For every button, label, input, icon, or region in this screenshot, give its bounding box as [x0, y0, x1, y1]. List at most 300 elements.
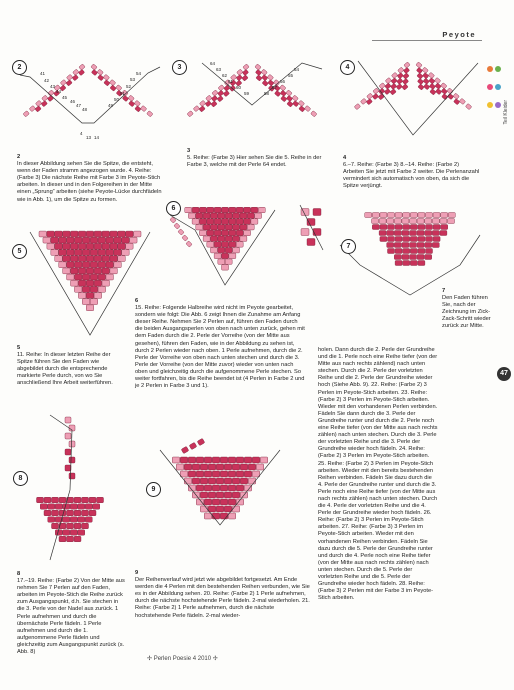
- dot: [495, 66, 501, 72]
- diagram-9: [140, 430, 300, 565]
- bead: [372, 219, 379, 224]
- bead: [217, 96, 223, 102]
- step-circle-7: 7: [341, 239, 356, 254]
- bead: [82, 286, 90, 292]
- bead: [71, 268, 79, 274]
- bead: [222, 253, 229, 258]
- bead: [207, 242, 214, 247]
- bead: [188, 471, 196, 477]
- bead: [417, 78, 423, 84]
- bead: [244, 457, 252, 463]
- bead: [48, 504, 55, 510]
- caption-9: [135, 570, 310, 620]
- bead-label: 58: [264, 91, 270, 96]
- bead: [67, 510, 74, 516]
- bead: [71, 231, 79, 237]
- bead: [240, 213, 247, 218]
- bead: [218, 224, 225, 229]
- bead: [174, 223, 180, 229]
- bead: [280, 85, 286, 91]
- step-circle-6: 6: [166, 201, 181, 216]
- page-header: [0, 0, 514, 40]
- bead: [385, 83, 391, 89]
- bead: [172, 457, 180, 463]
- bead: [78, 517, 85, 523]
- bead: [218, 247, 225, 252]
- bead: [423, 78, 429, 84]
- bead: [116, 85, 122, 91]
- bead: [425, 243, 432, 248]
- bead: [74, 497, 81, 503]
- bead: [128, 101, 134, 107]
- bead: [224, 464, 232, 470]
- bead: [94, 256, 102, 262]
- bead: [365, 213, 372, 218]
- bead: [71, 256, 79, 262]
- bead: [200, 506, 208, 512]
- bead: [102, 268, 110, 274]
- bead: [286, 90, 292, 96]
- bead: [192, 478, 200, 484]
- bead: [212, 471, 220, 477]
- bead: [207, 207, 214, 212]
- bead: [216, 506, 224, 512]
- bead: [59, 237, 67, 243]
- bead: [51, 237, 59, 243]
- bead: [225, 224, 232, 229]
- bead: [465, 103, 471, 109]
- bead: [236, 219, 243, 224]
- bead: [210, 213, 217, 218]
- bead: [85, 517, 92, 523]
- bead: [410, 219, 417, 224]
- caption-number: 2: [17, 154, 21, 160]
- bead: [82, 274, 90, 280]
- bead: [52, 523, 59, 529]
- bead: [85, 504, 92, 510]
- bead: [390, 89, 396, 95]
- bead: [236, 230, 243, 235]
- bead: [86, 280, 94, 286]
- bead: [380, 225, 387, 230]
- bead: [299, 106, 305, 112]
- caption-continued: [318, 347, 438, 602]
- bead: [65, 417, 71, 423]
- bead: [52, 510, 59, 516]
- bead: [89, 510, 96, 516]
- caption-text: 11. Reihe: In dieser letzten Reihe der Spitze führen Sie den Faden wie abgebildet durch die entsprechende markierte Perle durch, von wo Sie anschließend Ihre Arbeit weiterführen.: [17, 352, 113, 387]
- bead: [211, 101, 217, 107]
- bead: [59, 262, 67, 268]
- bead: [90, 286, 98, 292]
- bead: [251, 207, 258, 212]
- bead: [429, 83, 435, 89]
- bead: [74, 250, 82, 256]
- bead: [372, 225, 379, 230]
- bead: [214, 219, 221, 224]
- caption-number: 3: [187, 148, 191, 154]
- bead: [182, 235, 188, 241]
- bead: [304, 105, 310, 111]
- bead: [251, 219, 258, 224]
- bead: [360, 98, 366, 104]
- bead: [422, 67, 428, 73]
- bead: [216, 478, 224, 484]
- bead: [453, 93, 459, 99]
- footer-text: Perlen Poesie 4 2010: [153, 656, 212, 662]
- bead: [114, 250, 122, 256]
- bead-label: 57: [272, 85, 278, 90]
- bead: [39, 231, 47, 237]
- bead: [74, 237, 82, 243]
- caption-text: 6.–7. Reihe: (Farbe 3) 8.–14. Reihe: (Farbe 2) Arbeiten Sie jetzt mit Farbe 2 weiter. Die Perlenanzahl vermindert sich automatisch von oben, da sich die Spitze verjüngt.: [343, 162, 480, 190]
- bead: [447, 93, 453, 99]
- bead: [222, 265, 229, 270]
- bead: [86, 231, 94, 237]
- bead: [110, 243, 118, 249]
- bead: [110, 256, 118, 262]
- bead: [232, 506, 240, 512]
- bead: [110, 268, 118, 274]
- bead: [97, 497, 104, 503]
- bead: [122, 250, 130, 256]
- bead: [203, 224, 210, 229]
- bead: [93, 504, 100, 510]
- bead: [94, 280, 102, 286]
- bead: [126, 243, 134, 249]
- bead: [216, 464, 224, 470]
- bead: [388, 237, 395, 242]
- caption-text: 17.–19. Reihe: (Farbe 2) Von der Mitte aus nehmen Sie 7 Perlen auf den Faden, arbeiten im Peyote-Stich die Reihe zurück zum Ausgangspunkt, d.h. Sie stechen in die 3. Perle von der Nadel aus zurück. 1 Perle aufnehmen und durch die übernächste Perle fädeln. 1 Perle aufnehmen und durch die 1. aufgenommene Perle fädeln und gleichzeitig zum Ausgangspunkt zurück (s. Abb. 8): [17, 578, 125, 656]
- bead-label: 63: [216, 67, 222, 72]
- bead: [82, 523, 89, 529]
- bead: [397, 73, 403, 79]
- bead: [229, 219, 236, 224]
- bead: [89, 497, 96, 503]
- bead: [256, 464, 264, 470]
- caption-number: 4: [343, 155, 347, 161]
- bead: [90, 262, 98, 268]
- bead: [394, 243, 401, 248]
- bead: [372, 213, 379, 218]
- bead: [410, 255, 417, 260]
- bead-label: 13: [86, 135, 92, 140]
- bead: [225, 236, 232, 241]
- bead: [147, 111, 153, 117]
- bead: [447, 88, 453, 94]
- bead: [35, 106, 41, 112]
- bead: [199, 230, 206, 235]
- bead: [47, 243, 55, 249]
- bead: [94, 268, 102, 274]
- bead: [416, 67, 422, 73]
- bead: [222, 230, 229, 235]
- bead: [106, 274, 114, 280]
- bead: [40, 504, 47, 510]
- section-title: Peyote: [442, 30, 476, 39]
- bead: [37, 497, 44, 503]
- bead-label: 53: [130, 77, 136, 82]
- bead: [91, 64, 97, 70]
- bead: [252, 471, 260, 477]
- bead: [378, 94, 384, 100]
- bead: [395, 237, 402, 242]
- bead: [228, 471, 236, 477]
- bead: [354, 103, 360, 109]
- bead: [74, 536, 81, 542]
- bead: [97, 75, 103, 81]
- bead: [225, 213, 232, 218]
- bead: [59, 250, 67, 256]
- bead: [86, 268, 94, 274]
- bead: [274, 90, 280, 96]
- bead: [432, 243, 439, 248]
- bead: [90, 250, 98, 256]
- bead: [207, 230, 214, 235]
- bead: [395, 249, 402, 254]
- bead: [82, 262, 90, 268]
- bead: [214, 230, 221, 235]
- bead: [403, 213, 410, 218]
- bead: [222, 242, 229, 247]
- bead: [225, 247, 232, 252]
- bead: [184, 478, 192, 484]
- bead: [109, 79, 115, 85]
- bead: [135, 106, 141, 112]
- bead: [180, 471, 188, 477]
- bead: [229, 207, 236, 212]
- bead: [178, 229, 184, 235]
- bead: [188, 213, 195, 218]
- bead: [233, 247, 240, 252]
- bead: [128, 95, 134, 101]
- bead: [63, 243, 71, 249]
- bead: [86, 256, 94, 262]
- bead: [244, 219, 251, 224]
- bead: [180, 457, 188, 463]
- bead: [261, 75, 267, 81]
- caption-text: 15. Reihe: Folgende Halbreihe wird nicht im Peyote gearbeitet, sondern wie folgt: Die Abb. 6 zeigt Ihnen die Zunahme am Anfang dieser Reihe. Nehmen Sie 2 Perlen auf, führen den Faden durch die beiden Ausgangsperlen von oben nach unten zurück, gehen mit dem Faden durch die 2. Perle der Vorreihe (von der Mitte aus gesehen), führen den Faden, wie in der Abbildung zu sehen ist, durch 2 Perlen wieder nach oben. 1 Perle aufnehmen, durch die 2. Perle der Vorreihe von oben nach unten stechen und durch die 3. Perle der Vorreihe (von der Mitte zuvor) wieder von unten nach oben und gleichzeitig durch die aufgenommene Perle stechen. So weiter fortfahren, bis die Reihe beendet ist (4 Perlen in Farbe 2 und je 2 Perlen in Farbe 3 und 1).: [135, 305, 305, 390]
- bead: [55, 231, 63, 237]
- bead: [218, 85, 224, 91]
- bead: [184, 464, 192, 470]
- bead: [240, 224, 247, 229]
- bead: [433, 225, 440, 230]
- bead: [205, 101, 211, 107]
- bead: [292, 95, 298, 101]
- bead: [207, 219, 214, 224]
- bead-label: 60: [236, 85, 242, 90]
- bead: [380, 213, 387, 218]
- bead: [196, 471, 204, 477]
- bead: [418, 84, 424, 90]
- bead: [82, 237, 90, 243]
- bead: [387, 219, 394, 224]
- bead: [379, 83, 385, 89]
- bead: [67, 536, 74, 542]
- step-circle-4: 4: [340, 60, 355, 75]
- bead: [432, 219, 439, 224]
- bead: [440, 231, 447, 236]
- bead: [426, 225, 433, 230]
- caption-6: [135, 298, 305, 390]
- bead: [242, 69, 248, 75]
- bead: [67, 262, 75, 268]
- bead: [397, 78, 403, 84]
- bead: [224, 492, 232, 498]
- bead: [243, 64, 249, 70]
- bead: [212, 457, 220, 463]
- bead: [199, 207, 206, 212]
- bead: [418, 249, 425, 254]
- bead: [196, 213, 203, 218]
- bead: [232, 478, 240, 484]
- bead: [311, 111, 317, 117]
- bead: [210, 224, 217, 229]
- bead: [187, 111, 193, 117]
- bead: [134, 100, 140, 106]
- bead: [35, 100, 41, 106]
- diagram-6: [165, 190, 345, 305]
- bead: [208, 478, 216, 484]
- bead: [453, 99, 459, 105]
- bead: [103, 74, 109, 80]
- bead: [63, 504, 70, 510]
- bead-label: 64: [210, 61, 216, 66]
- bead: [203, 213, 210, 218]
- bead: [67, 274, 75, 280]
- bead: [396, 84, 402, 90]
- side-label: Teil Kleider: [503, 100, 509, 125]
- bead: [216, 492, 224, 498]
- bead: [210, 247, 217, 252]
- bead: [387, 243, 394, 248]
- bead: [59, 510, 66, 516]
- bead: [130, 237, 138, 243]
- bead: [433, 213, 440, 218]
- bead: [391, 78, 397, 84]
- bead: [240, 236, 247, 241]
- bead: [204, 513, 212, 519]
- bead: [237, 69, 243, 75]
- bead: [394, 231, 401, 236]
- bead: [418, 261, 425, 266]
- caption-3: [187, 148, 337, 169]
- bead: [212, 499, 220, 505]
- bead: [418, 213, 425, 218]
- bead: [196, 457, 204, 463]
- bead: [247, 224, 254, 229]
- bead: [286, 95, 292, 101]
- bead: [176, 464, 184, 470]
- caption-7: [442, 288, 492, 331]
- bead: [199, 100, 205, 106]
- bead: [255, 213, 262, 218]
- bead: [73, 69, 79, 75]
- bead: [417, 231, 424, 236]
- bead: [214, 207, 221, 212]
- bead: [228, 485, 236, 491]
- bead: [307, 219, 315, 226]
- bead: [65, 465, 71, 471]
- bead: [298, 100, 304, 106]
- bead: [426, 237, 433, 242]
- bead: [78, 256, 86, 262]
- bead: [425, 219, 432, 224]
- bead-label: 45: [62, 95, 68, 100]
- bead: [104, 80, 110, 86]
- bead: [98, 237, 106, 243]
- page-number: 47: [497, 367, 511, 381]
- bead-label: 42: [44, 78, 50, 83]
- bead: [74, 286, 82, 292]
- bead: [403, 73, 409, 79]
- bead: [394, 255, 401, 260]
- bead: [192, 464, 200, 470]
- bead: [390, 83, 396, 89]
- bead: [69, 457, 75, 463]
- bead: [78, 231, 86, 237]
- bead: [410, 237, 417, 242]
- bead: [42, 95, 48, 101]
- bead: [65, 449, 71, 455]
- bead-label: 50: [114, 97, 120, 102]
- bead: [48, 517, 55, 523]
- header-rule: [372, 40, 482, 41]
- bead: [212, 485, 220, 491]
- bead: [229, 253, 236, 258]
- bead: [208, 506, 216, 512]
- bead-label: 44: [56, 89, 62, 94]
- bead: [118, 256, 126, 262]
- bead: [69, 441, 75, 447]
- bead: [91, 69, 97, 75]
- caption-number: 5: [17, 345, 21, 351]
- bead: [292, 101, 298, 107]
- bead: [425, 231, 432, 236]
- bead: [440, 219, 447, 224]
- bead: [98, 262, 106, 268]
- bead: [210, 236, 217, 241]
- bead: [448, 213, 455, 218]
- bead: [430, 89, 436, 95]
- bead: [94, 293, 102, 299]
- bead: [193, 105, 199, 111]
- bead: [78, 293, 86, 299]
- bead: [441, 83, 447, 89]
- bead: [387, 231, 394, 236]
- bead: [261, 69, 267, 75]
- bead: [200, 464, 208, 470]
- bead: [417, 243, 424, 248]
- bead: [240, 464, 248, 470]
- bead-label: 46: [70, 99, 76, 104]
- bead: [426, 249, 433, 254]
- bead: [395, 261, 402, 266]
- bead: [86, 243, 94, 249]
- bead: [140, 105, 146, 111]
- bead: [47, 95, 53, 101]
- bead: [212, 90, 218, 96]
- bead-label: 49: [108, 103, 114, 108]
- bead: [410, 231, 417, 236]
- bead: [388, 249, 395, 254]
- bead: [74, 523, 81, 529]
- bead: [204, 485, 212, 491]
- caption-number: 8: [17, 571, 21, 577]
- bead: [402, 255, 409, 260]
- bead: [423, 84, 429, 90]
